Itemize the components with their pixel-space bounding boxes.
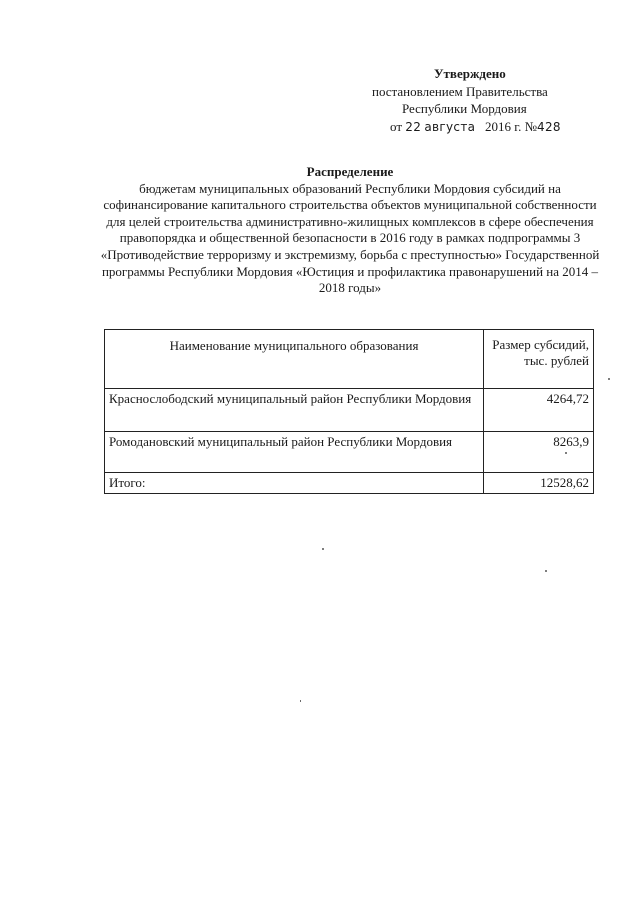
table-row <box>105 389 594 432</box>
total-label: Итого: <box>105 473 484 494</box>
scan-speck <box>545 570 547 572</box>
approval-republic: Республики Мордовия <box>402 101 527 116</box>
total-amount: 12528,62 <box>484 473 594 494</box>
approval-date-line <box>390 119 561 135</box>
date-prefix: от <box>390 119 403 134</box>
decree-number: 428 <box>537 120 561 134</box>
date-day: 22 <box>405 120 422 134</box>
approval-title: Утверждено <box>434 66 506 81</box>
row-amount: 8263,9 <box>484 432 594 473</box>
header-amount: Размер субсидий, тыс. рублей <box>484 330 594 389</box>
date-month: августа <box>424 120 476 134</box>
header-name: Наименование муниципального образования <box>105 330 484 389</box>
scan-speck <box>300 700 301 702</box>
document-description: бюджетам муниципальных образований Республики Мордовия субсидий на софинансирование капитального строительства объектов муниципальной собственности для целей строительства административно-жилищных комплексов в сфере обеспечения правопорядка и общественной безопасности в 2016 году в рамках подпрограммы 3 «Противодействие терроризму и экстремизму, борьба с преступностью» Государственной программы Республики Мордовия «Юстиция и профилактика правонарушений на 2014 – 2018 годы» <box>100 180 600 296</box>
table-total-row <box>105 473 594 494</box>
scan-speck <box>322 548 324 550</box>
document-heading: Распределение <box>306 164 394 179</box>
row-amount: 4264,72 <box>484 389 594 432</box>
document-title-block <box>100 164 600 297</box>
row-name: Краснослободский муниципальный район Республики Мордовия <box>105 389 484 432</box>
table-header-row <box>105 330 594 389</box>
row-name: Ромодановский муниципальный район Республики Мордовия <box>105 432 484 473</box>
scan-speck <box>565 452 567 454</box>
scan-speck <box>608 378 610 380</box>
distribution-table <box>104 329 594 494</box>
date-year: 2016 г. № <box>485 119 538 134</box>
table-row <box>105 432 594 473</box>
approval-authority: постановлением Правительства <box>372 84 548 99</box>
